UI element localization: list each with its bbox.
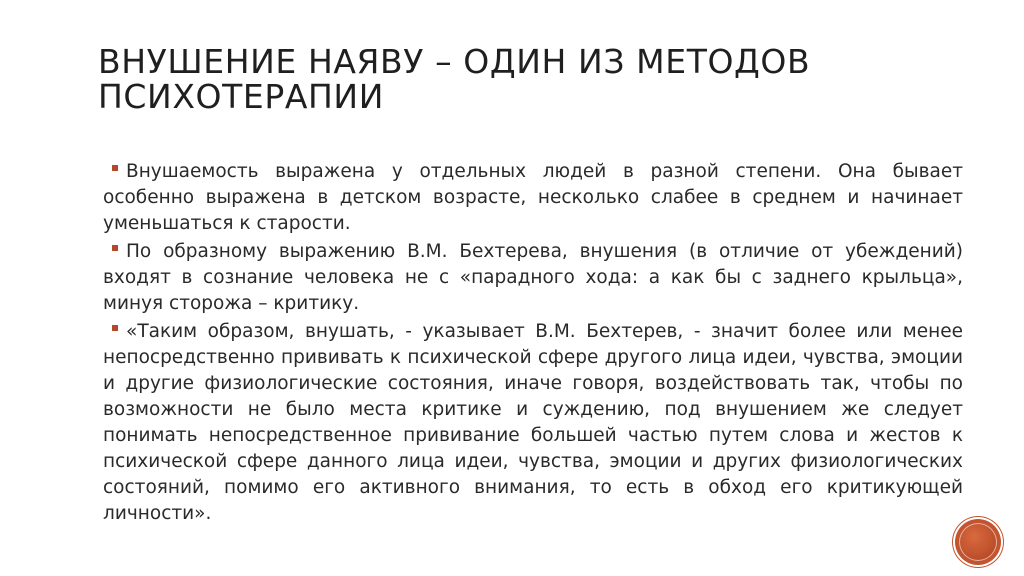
square-bullet-icon xyxy=(112,325,118,331)
slide-title: ВНУШЕНИЕ НАЯВУ – ОДИН ИЗ МЕТОДОВ ПСИХОТЕРАПИИ xyxy=(98,42,811,116)
list-item xyxy=(103,319,963,527)
list-item xyxy=(103,239,963,317)
circle-badge-inner xyxy=(959,523,997,561)
circle-badge-icon xyxy=(955,519,1001,565)
square-bullet-icon xyxy=(112,165,118,171)
bullet-list xyxy=(103,159,963,529)
list-item xyxy=(103,159,963,237)
bullet-text: «Таким образом, внушать, - указывает В.М. Бехтерев, - значит более или менее непосредственно прививать к психической сфере другого лица идеи, чувства, эмоции и другие физиологические состояния, иначе говоря, воздействовать так, чтобы по возможности не было места критике и суждению, под внушением же следует понимать непосредственное прививание большей частью путем слова и жестов к психической сфере данного лица идеи, чувства, эмоции и других физиологических состояний, помимо его активного внимания, то есть в обход его критикующей личности». xyxy=(103,321,963,524)
bullet-text: По образному выражению В.М. Бехтерева, внушения (в отличие от убеждений) входят в сознание человека не с «парадного хода: а как бы с заднего крыльца», минуя сторожа – критику. xyxy=(103,241,963,314)
square-bullet-icon xyxy=(112,245,118,251)
bullet-text: Внушаемость выражена у отдельных людей в разной степени. Она бывает особенно выражена в детском возрасте, несколько слабее в среднем и начинает уменьшаться к старости. xyxy=(103,161,963,234)
slide-edge xyxy=(0,0,7,576)
